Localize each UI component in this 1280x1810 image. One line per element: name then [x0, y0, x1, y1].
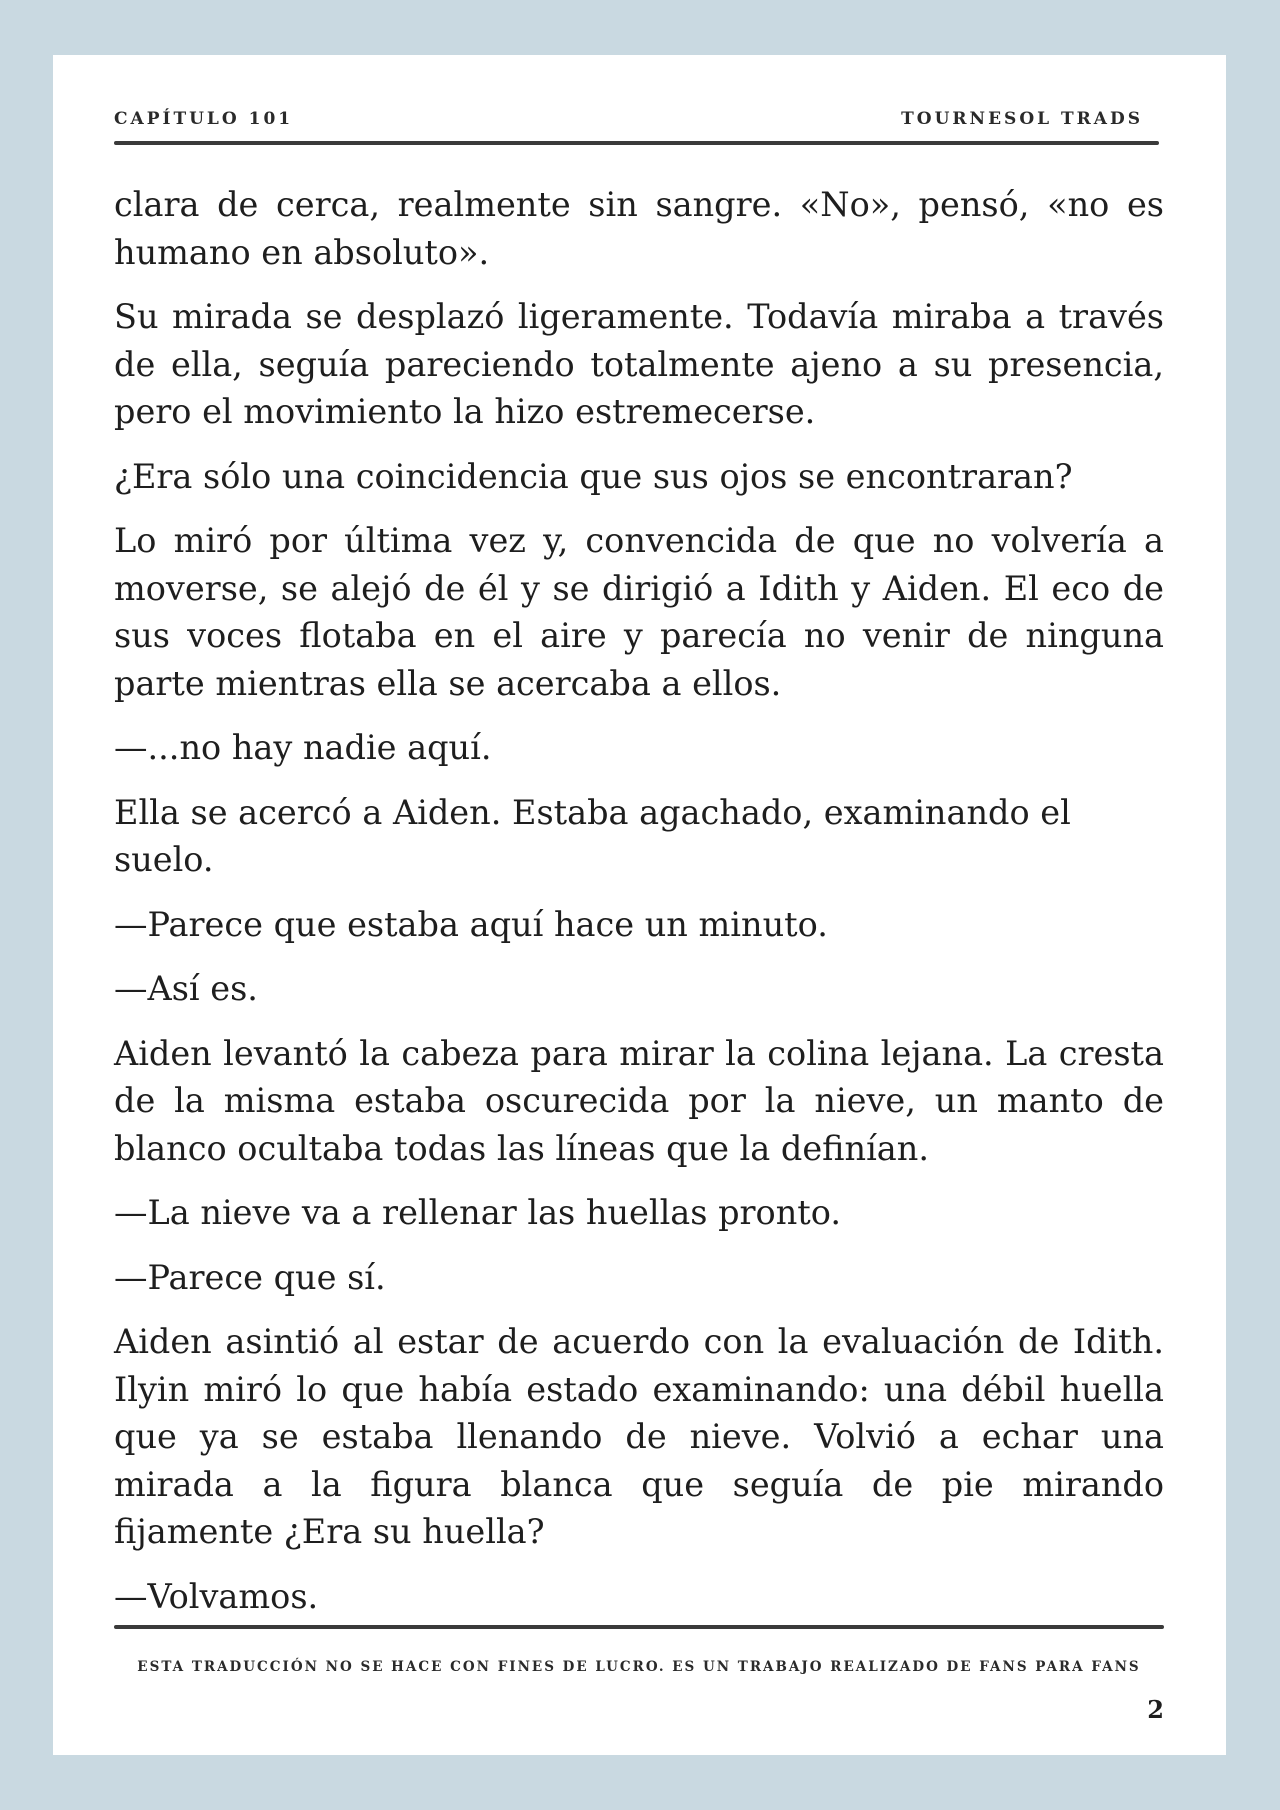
translation-group: TOURNESOL TRADS — [901, 109, 1143, 129]
paragraph: Ella se acercó a Aiden. Estaba agachado, examinando el suelo. — [114, 792, 1071, 879]
paragraph: Aiden asintió al estar de acuerdo con la evaluación de Idith. Ilyin miró lo que había estado examinando: una débil huella que ya se estaba llenando de nieve. Volvió a echar una mirada a la figura blanca que seguía de pie mirando fijamente ¿Era su huella? — [114, 1322, 1164, 1551]
paragraph: —Parece que estaba aquí hace un minuto. — [114, 904, 828, 944]
footer-divider — [114, 1625, 1164, 1629]
paragraph: —La nieve va a rellenar las huellas pronto. — [114, 1193, 841, 1232]
page-header — [114, 103, 1159, 139]
paragraph: clara de cerca, realmente sin sangre. «No», pensó, «no es humano en absoluto». — [114, 185, 1164, 272]
paragraph: —Parece que sí. — [114, 1257, 386, 1297]
paragraph: ¿Era sólo una coincidencia que sus ojos se encontraran? — [114, 456, 1073, 496]
paragraph: —Así es. — [114, 969, 258, 1008]
footer-disclaimer: ESTA TRADUCCIÓN NO SE HACE CON FINES DE LUCRO. ES UN TRABAJO REALIZADO DE FANS PARA FANS — [137, 1659, 1141, 1675]
book-page — [53, 55, 1226, 1755]
chapter-title: CAPÍTULO 101 — [114, 109, 294, 129]
paragraph: Su mirada se desplazó ligeramente. Todavía miraba a través de ella, seguía pareciendo totalmente ajeno a su presencia, pero el movimiento la hizo estremecerse. — [114, 297, 1164, 431]
paragraph: —...no hay nadie aquí. — [114, 728, 492, 767]
paragraph: —Volvamos. — [114, 1576, 319, 1616]
header-divider — [114, 141, 1159, 145]
paragraph: Aiden levantó la cabeza para mirar la colina lejana. La cresta de la misma estaba oscurecida por la nieve, un manto de blanco ocultaba todas las líneas que la definían. — [114, 1033, 1164, 1168]
page-body — [114, 181, 1164, 1637]
paragraph: Lo miró por última vez y, convencida de que no volvería a moverse, se alejó de él y se dirigió a Idith y Aiden. El eco de sus voces flotaba en el aire y parecía no venir de ninguna parte mientras ella se acercaba a ellos. — [114, 521, 1164, 703]
page-number: 2 — [1147, 1695, 1164, 1724]
